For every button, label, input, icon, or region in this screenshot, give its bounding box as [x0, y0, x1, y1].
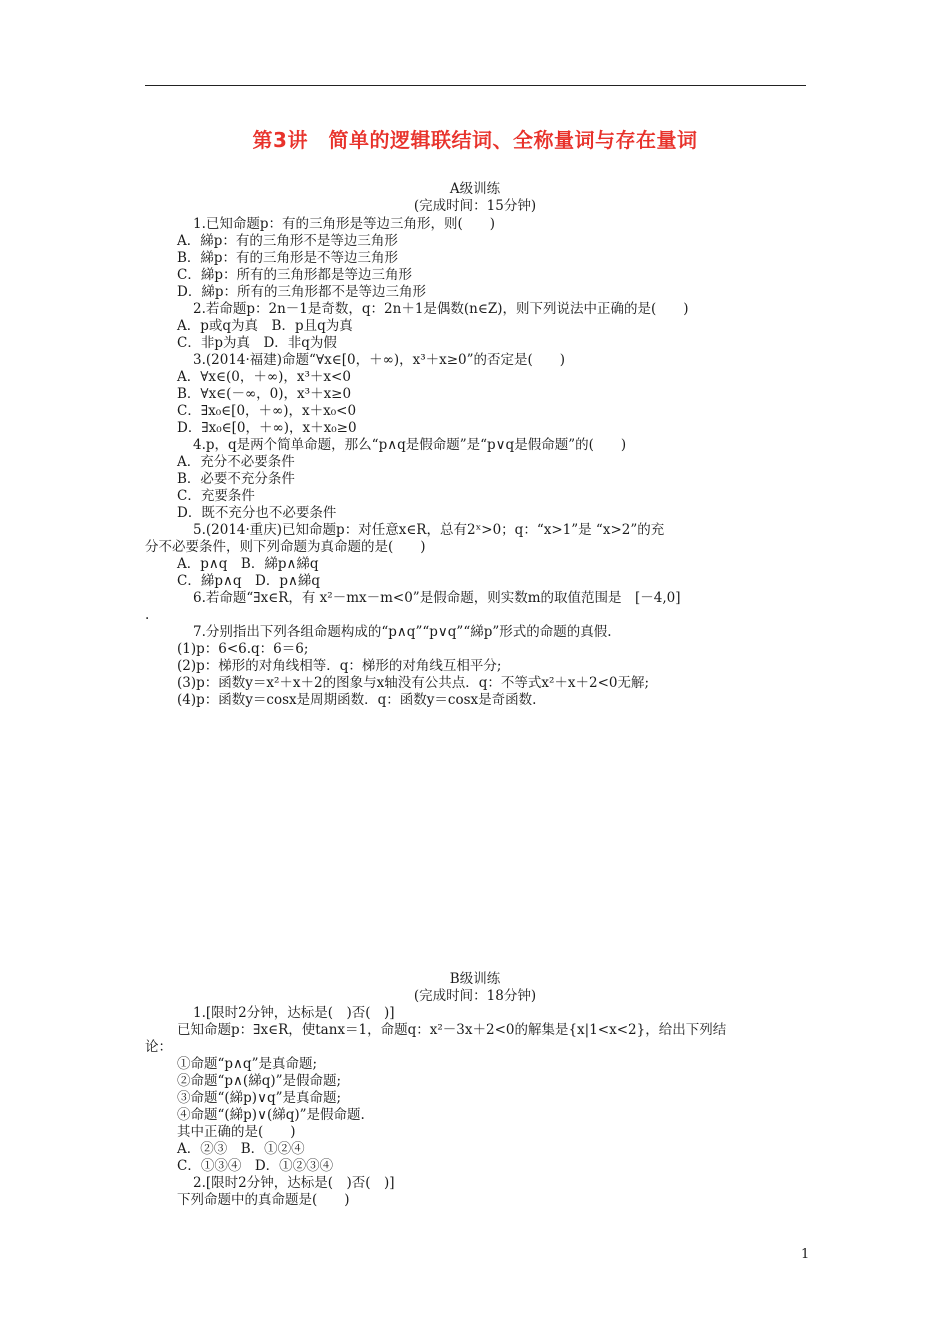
section-a-line: C．綈p∧q D．p∧綈q	[177, 573, 320, 589]
section-a-line: (1)p：6<6.q：6＝6;	[177, 641, 309, 657]
section-a-line: (4)p：函数y＝cosx是周期函数．q：函数y＝cosx是奇函数.	[177, 692, 537, 708]
section-a-line: (3)p：函数y＝x²＋x＋2的图象与x轴没有公共点．q：不等式x²＋x＋2<0无解;	[177, 675, 650, 691]
section-b-line: 论：	[145, 1039, 172, 1055]
section-a-heading: A级训练	[449, 181, 501, 197]
section-a-line: B．綈p：有的三角形是不等边三角形	[177, 250, 399, 266]
header-rule	[145, 85, 806, 86]
section-b-line: C．①③④ D．①②③④	[177, 1158, 334, 1174]
section-a-line: A．p∧q B．綈p∧綈q	[177, 556, 319, 572]
section-a-line: 2.若命题p：2n－1是奇数，q：2n＋1是偶数(n∈Z)，则下列说法中正确的是( )	[193, 301, 689, 317]
page-title: 第3讲 简单的逻辑联结词、全称量词与存在量词	[252, 128, 698, 152]
section-b-line: 已知命题p：∃x∈R，使tanx＝1，命题q：x²－3x＋2<0的解集是{x|1<x<2}，给出下列结	[177, 1022, 727, 1038]
section-b-line: 1.[限时2分钟，达标是( )否( )]	[193, 1005, 395, 1021]
section-a-line: D．∃x₀∈[0，＋∞)，x＋x₀≥0	[177, 420, 357, 436]
section-a-line: .	[145, 607, 150, 623]
section-a-line: B．∀x∈(－∞，0)，x³＋x≥0	[177, 386, 352, 402]
section-a-line: 1.已知命题p：有的三角形是等边三角形，则( )	[193, 216, 496, 232]
section-b-line: ④命题“(綈p)∨(綈q)”是假命题.	[177, 1107, 365, 1123]
section-a-line: 7.分别指出下列各组命题构成的“p∧q”“p∨q”“綈p”形式的命题的真假.	[193, 624, 612, 640]
section-b-line: ③命题“(綈p)∨q”是真命题;	[177, 1090, 342, 1106]
section-a-line: C．∃x₀∈[0，＋∞)，x＋x₀<0	[177, 403, 357, 419]
section-b-line: 2.[限时2分钟，达标是( )否( )]	[193, 1175, 395, 1191]
page-number: 1	[801, 1247, 810, 1262]
section-b-time: (完成时间：18分钟)	[413, 988, 537, 1004]
section-b-line: 下列命题中的真命题是( )	[177, 1192, 350, 1208]
section-a-line: A．綈p：有的三角形不是等边三角形	[177, 233, 398, 249]
section-a-line: 5.(2014·重庆)已知命题p：对任意x∈R，总有2ˣ>0；q：“x>1”是 “x>2”的充	[193, 522, 665, 538]
section-a-line: 分不必要条件，则下列命题为真命题的是( )	[145, 539, 426, 555]
section-b-heading: B级训练	[449, 971, 501, 987]
section-a-line: D．既不充分也不必要条件	[177, 505, 337, 521]
section-a-time: (完成时间：15分钟)	[413, 198, 537, 214]
section-a-line: C．充要条件	[177, 488, 255, 504]
section-a-line: B．必要不充分条件	[177, 471, 295, 487]
section-b-line: ①命题“p∧q”是真命题;	[177, 1056, 318, 1072]
section-a-line: A．充分不必要条件	[177, 454, 295, 470]
section-a-line: 6.若命题“∃x∈R，有 x²－mx－m<0”是假命题，则实数m的取值范围是 [－4,0]	[193, 590, 681, 606]
section-a-line: 4.p，q是两个简单命题，那么“p∧q是假命题”是“p∨q是假命题”的( )	[193, 437, 627, 453]
section-a-line: C．非p为真 D．非q为假	[177, 335, 337, 351]
section-a-line: D．綈p：所有的三角形都不是等边三角形	[177, 284, 426, 300]
section-a-line: 3.(2014·福建)命题“∀x∈[0，＋∞)，x³＋x≥0”的否定是( )	[193, 352, 566, 368]
section-b-line: 其中正确的是( )	[177, 1124, 296, 1140]
section-a-line: (2)p：梯形的对角线相等．q：梯形的对角线互相平分;	[177, 658, 502, 674]
section-a-line: A．p或q为真 B．p且q为真	[177, 318, 353, 334]
section-a-line: C．綈p：所有的三角形都是等边三角形	[177, 267, 412, 283]
section-b-line: ②命题“p∧(綈q)”是假命题;	[177, 1073, 342, 1089]
section-b-line: A．②③ B．①②④	[177, 1141, 305, 1157]
section-a-line: A．∀x∈(0，＋∞)，x³＋x<0	[177, 369, 351, 385]
